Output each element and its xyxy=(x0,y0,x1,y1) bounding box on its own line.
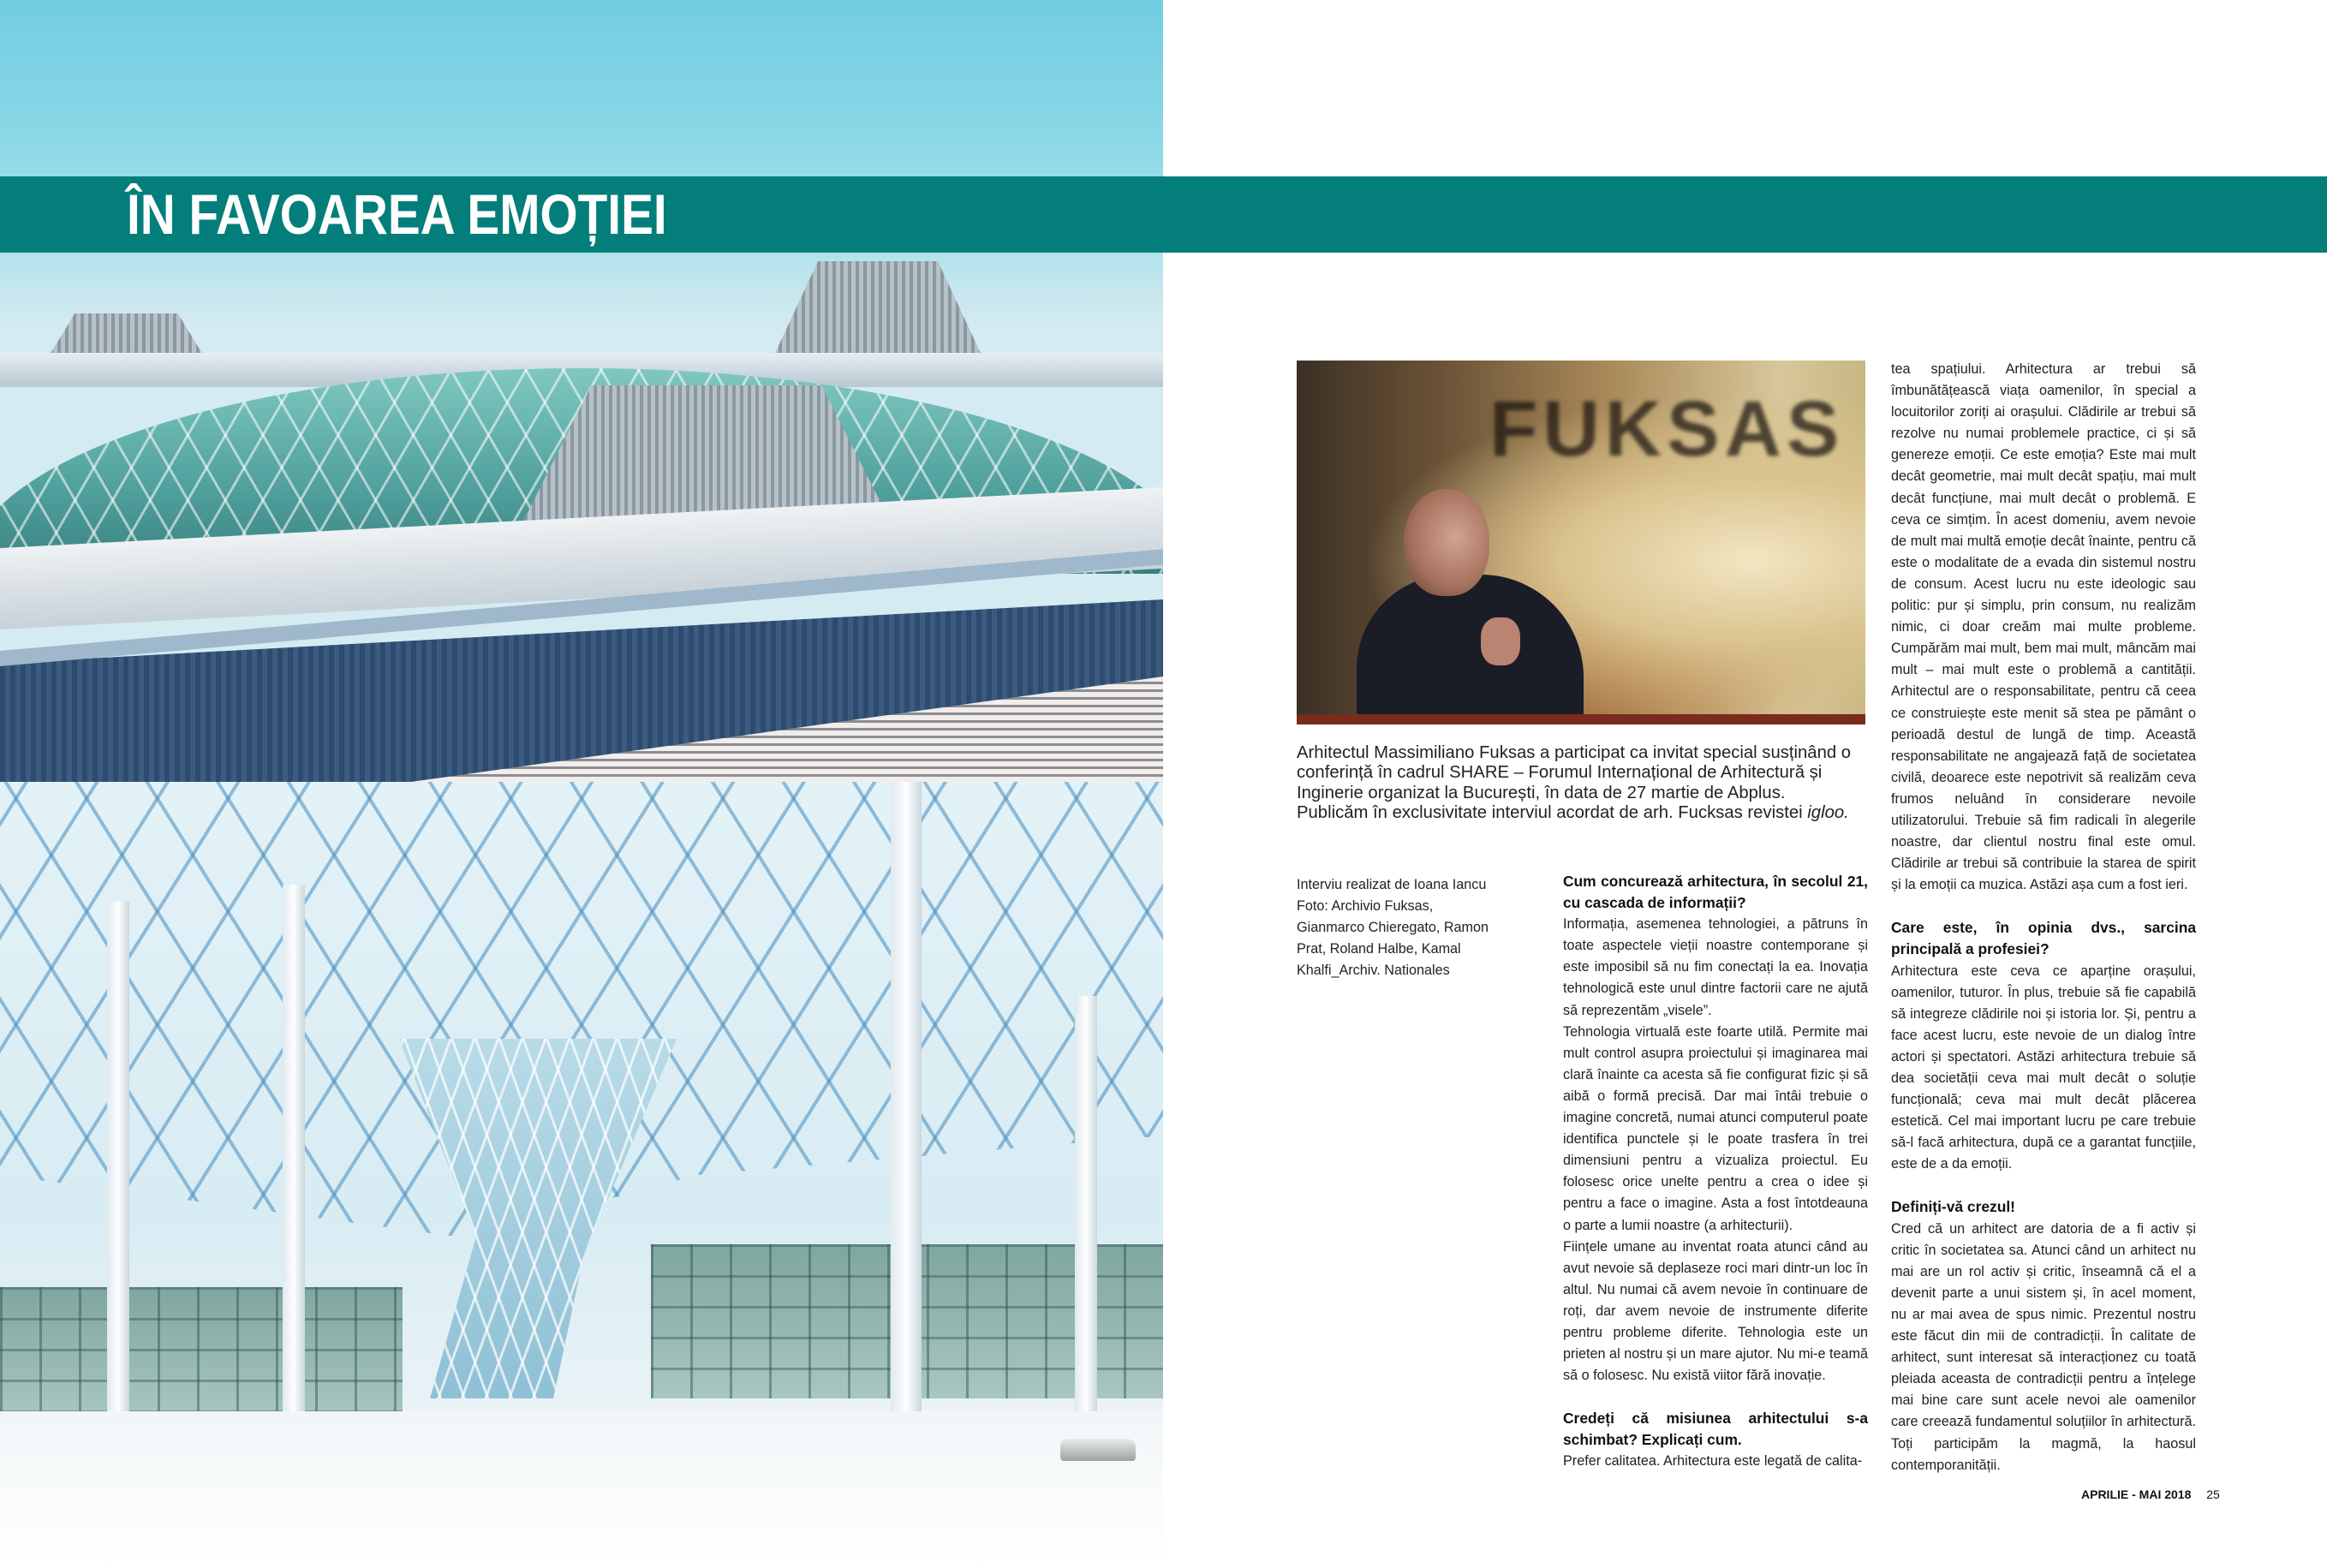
photo-credit: Foto: Archivio Fuksas, Gianmarco Chieregato, Ramon Prat, Roland Halbe, Kamal Khalfi_Archiv. Nationales xyxy=(1297,898,1489,978)
plaza-floor xyxy=(0,1411,1163,1568)
text-column-2 xyxy=(1891,359,2196,1476)
answer-paragraph: Tehnologia virtuală este foarte utilă. Permite mai mult control asupra proiectului și imaginarea mai clară înainte ca acesta să fie configurat fizic și să aibă o formă precisă. Dar mai întâi trebuie o imagine concretă, numai atunci computerul poate identifica punctele și le poate trasfera în trei dimensiuni pentru a vizualiza proiectul. Eu folosesc orice unelte pentru a crea o idee și pentru a face o imagine. Asta a fost întotdeauna o parte a lumii noastre (a arhitecturii). xyxy=(1563,1023,1868,1233)
magazine-name: igloo. xyxy=(1807,803,1849,823)
page-number: 25 xyxy=(2206,1488,2220,1501)
person-hand xyxy=(1481,617,1520,665)
support-column xyxy=(891,782,922,1433)
skylight-cone xyxy=(771,261,985,362)
architecture-photo-exterior xyxy=(0,0,1163,782)
intro-exclusive: Publicăm în exclusivitate interviul acordat de arh. Fucksas revistei igloo. xyxy=(1297,803,1849,823)
question-heading: Care este, în opinia dvs., sarcina principală a profesiei? xyxy=(1891,919,2196,958)
title-band xyxy=(0,176,2327,253)
support-column xyxy=(107,902,129,1416)
intro-paragraph: Arhitectul Massimiliano Fuksas a participat ca invitat special susținând o conferință în cadrul SHARE – Forumul Internațional de Arhitectură și Inginerie organizat la București, în data de 27 martie de Abplus. xyxy=(1297,743,1852,802)
answer-paragraph: Ființele umane au inventat roata atunci când au avut nevoie să deplaseze roci mari dintr-un loc în altul. Nu numai că avem nevoie în continuare de roți, dar avem nevoie de instrumente diferite pentru probleme diferite. Tehnologia este un prieten al nostru și un mare ajutor. Nu mi-e teamă să o folosesc. Nu există viitor fără inovație. xyxy=(1563,1238,1868,1384)
desk xyxy=(1297,714,1865,724)
credits xyxy=(1297,874,1494,981)
interviewer-credit: Interviu realizat de Ioana Iancu xyxy=(1297,877,1487,892)
answer-paragraph: Arhitectura este ceva ce aparține orașului, oamenilor, tuturor. În plus, trebuie să fie capabilă să integreze clădirile noi și istoria lor. Și, pentru a face acest lucru, este nevoie de un dialog între actori și spectatori. Astăzi arhitectura trebuie să dea societății ceva mai mult decât o soluție funcțională; ceva mai mult decât plăcerea estetică. Cel mai important lucru pe care trebuie să-l facă arhitectura, după ce a garantat funcțiile, este de a da emoții. xyxy=(1891,963,2196,1172)
page-footer xyxy=(2081,1488,2220,1501)
question-heading: Credeți că misiunea arhitectului s-a schimbat? Explicați cum. xyxy=(1563,1410,1868,1449)
portrait-photo xyxy=(1297,361,1865,724)
support-column xyxy=(1075,996,1097,1424)
issue-date: APRILIE - MAI 2018 xyxy=(2081,1488,2192,1501)
answer-paragraph: Cred că un arhitect are datoria de a fi activ și critic în societatea sa. Atunci când un arhitect nu mai are un rol activ și critic, înseamnă că el a devenit parte a unui sistem și, în acel moment, nu ar mai avea de spus nimic. Prezentul nostru este făcut din mii de contradicții. În calitate de arhitect, sunt interesat să interacționez cu toată pleiada aceasta de contradicții pentru a înțelege mai bine care sunt acele nevoi ale oamenilor care creează fundamentul soluțiilor în arhitectură. Toți participăm la magmă, la haosul contemporanității. xyxy=(1891,1220,2196,1473)
person-head xyxy=(1404,489,1489,596)
question-heading: Cum concurează arhitectura, în secolul 21, cu cascada de informații? xyxy=(1563,873,1868,912)
building-facade xyxy=(0,1287,403,1416)
answer-paragraph: tea spațiului. Arhitectura ar trebui să îmbunătățească viața oamenilor, în special a locuitorilor zoriți ai orașului. Clădirile ar trebui să rezolve nu numai problemele practice, ci și să genereze emoții. Ce este emoția? Este mai mult decât geometrie, mai mult decât spațiu, mai mult decât funcțiune, mai mult decât o problemă. E ceva ce simțim. În acest domeniu, avem nevoie de mult mai multă emoție decât înainte, pentru că este o modalitate de a evada din sistemul nostru de consum. Acest lucru nu este ideologic sau politic: pur și simplu, prin consum, nu realizăm nimic, ci doar creăm mai multe probleme. Cumpărăm mai mult, bem mai mult, mâncăm mai mult – mai mult este o problemă a cantității. Arhitectul are o responsabilitate, pentru că ceea ce construiește este menit să stea pe pământ o perioadă destul de lungă de timp. Această responsabilitate ne angajează față de societatea civilă, deoarece este nepotrivit să realizăm ceva frumos neluând în considerare nevoile utilizatorului. Trebuie să fim radicali în alegerile noastre, dar clientul nostru final este omul. Clădirile ar trebui să contribuie la starea de spirit și la emoții ca muzica. Astăzi așa cum a fost ieri. xyxy=(1891,361,2196,893)
wall-lettering: FUKSAS xyxy=(1489,385,1845,473)
support-column xyxy=(283,885,305,1416)
person-body xyxy=(1357,575,1584,724)
text-column-1 xyxy=(1563,871,1868,1473)
intro-lead xyxy=(1297,743,1865,824)
architecture-photo-canopy xyxy=(0,782,1163,1568)
answer-paragraph: Informația, asemenea tehnologiei, a pătruns în toate aspectele vieții noastre contemporane și este imposibil să nu fim conectați la ea. Inovația tehnologică este unul dintre factorii care ne ajută să reprezentăm „visele”. xyxy=(1563,916,1868,1018)
question-heading: Definiți-vă crezul! xyxy=(1891,1198,2015,1216)
car xyxy=(1060,1439,1136,1461)
answer-paragraph: Prefer calitatea. Arhitectura este legată de calita- xyxy=(1563,1453,1863,1470)
article-title: ÎN FAVOAREA EMOȚIEI xyxy=(127,182,667,246)
